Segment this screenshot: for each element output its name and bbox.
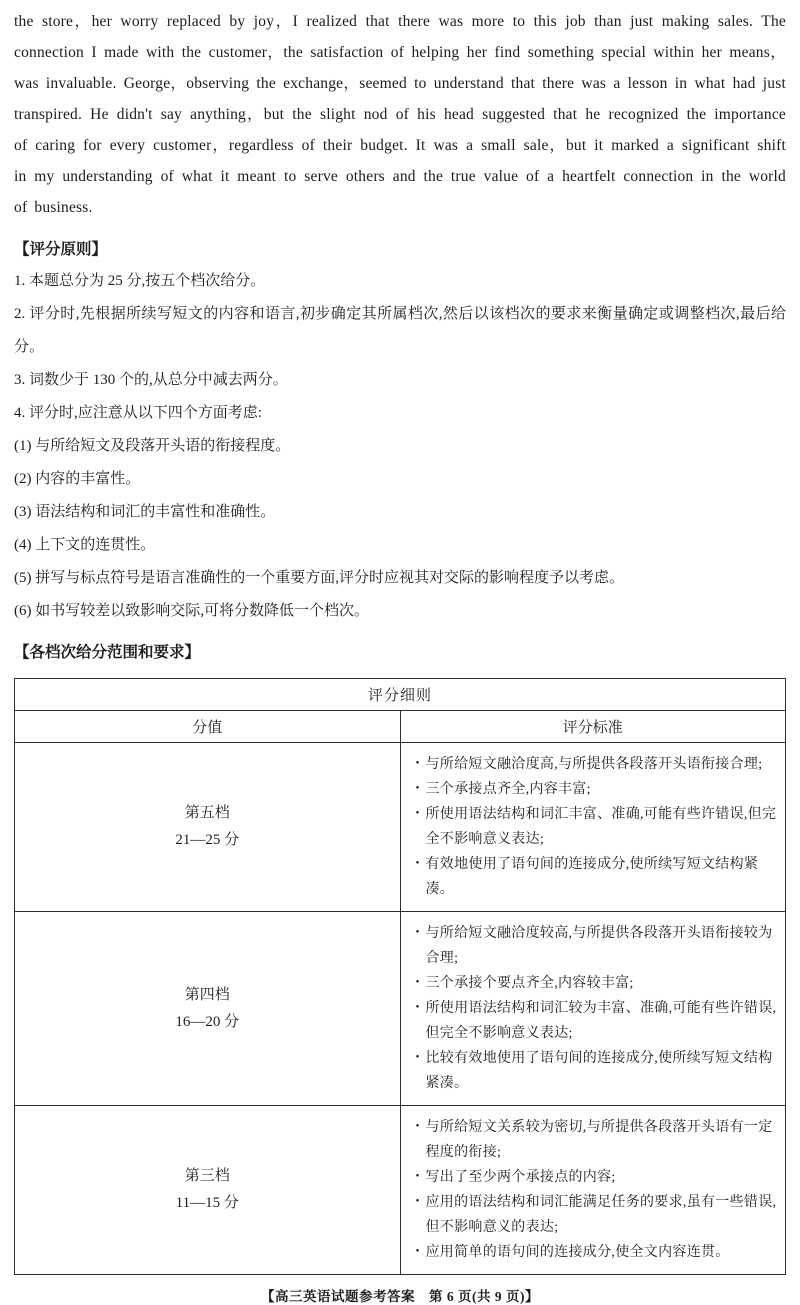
table-row-level-3: [15, 1106, 786, 1275]
principle-item: (1) 与所给短文及段落开头语的衔接程度。: [14, 438, 291, 454]
level-cell: [15, 743, 401, 912]
level-cell: [15, 1106, 401, 1275]
criteria-item: ・ 三个承接个要点齐全,内容较丰富;: [411, 971, 780, 996]
table-title: 评分细则: [15, 679, 786, 711]
table-row-level-4: [15, 912, 786, 1106]
table-header-row: [15, 711, 786, 743]
level-name: 第五档: [184, 805, 230, 821]
criteria-item: ・ 比较有效地使用了语句间的连接成分,使所续写短文结构紧凑。: [411, 1046, 780, 1096]
scoring-principles-list: [14, 265, 786, 628]
criteria-item: ・ 与所给短文融洽度较高,与所提供各段落开头语衔接较为合理;: [411, 921, 780, 971]
criteria-item: ・ 三个承接点齐全,内容丰富;: [411, 777, 780, 802]
criteria-item: ・ 所使用语法结构和词汇较为丰富、准确,可能有些许错误,但完全不影响意义表达;: [411, 996, 780, 1046]
essay-paragraph: the store，her worry replaced by joy，I realized that there was more to this job than just making sales. The connection I made with the customer，the satisfaction of helping her find something special within her means，was invaluable. George，observing the exchange，seemed to understand that there was a lesson in what had just transpired. He didn't say anything，but the slight nod of his head suggested that he recognized the importance of caring for every customer，regardless of their budget. It was a small sale，but it marked a significant shift in my understanding of what it meant to serve others and the true value of a heartfelt connection in the world of business.: [14, 13, 786, 216]
criteria-cell: [400, 912, 786, 1106]
level-range: 21—25 分: [175, 832, 240, 848]
level-range: 11—15 分: [175, 1195, 239, 1211]
criteria-item: ・ 应用的语法结构和词汇能满足任务的要求,虽有一些错误,但不影响意义的表达;: [411, 1190, 780, 1240]
principle-item: (6) 如书写较差以致影响交际,可将分数降低一个档次。: [14, 603, 369, 619]
scoring-table: [14, 678, 786, 1275]
column-header-criteria: 评分标准: [400, 711, 786, 743]
level-range: 16—20 分: [175, 1013, 240, 1030]
criteria-cell: [400, 1106, 786, 1275]
criteria-item: ・ 写出了至少两个承接点的内容;: [411, 1165, 780, 1190]
principle-item: 2. 评分时,先根据所续写短文的内容和语言,初步确定其所属档次,然后以该档次的要求来衡量确定或调整档次,最后给分。: [14, 306, 786, 355]
principle-item: 1. 本题总分为 25 分,按五个档次给分。: [14, 273, 266, 289]
criteria-item: ・ 与所给短文融洽度高,与所提供各段落开头语衔接合理;: [411, 752, 780, 777]
principle-item: (4) 上下文的连贯性。: [14, 537, 156, 553]
principle-item: 4. 评分时,应注意从以下四个方面考虑:: [14, 405, 262, 421]
table-row-level-5: [15, 743, 786, 912]
section-heading-scoring-principles: 【评分原则】: [14, 241, 108, 258]
principle-item: (3) 语法结构和词汇的丰富性和准确性。: [14, 504, 276, 520]
level-name: 第四档: [184, 986, 230, 1003]
criteria-item: ・ 所使用语法结构和词汇丰富、准确,可能有些许错误,但完全不影响意义表达;: [411, 802, 780, 852]
section-heading-level-ranges: 【各档次给分范围和要求】: [14, 644, 201, 661]
column-header-score: 分值: [15, 711, 401, 743]
criteria-item: ・ 与所给短文关系较为密切,与所提供各段落开头语有一定程度的衔接;: [411, 1115, 780, 1165]
criteria-item: ・ 有效地使用了语句间的连接成分,使所续写短文结构紧凑。: [411, 852, 780, 902]
principle-item: (2) 内容的丰富性。: [14, 471, 141, 487]
level-name: 第三档: [184, 1168, 230, 1184]
page-footer: 【高三英语试题参考答案 第 6 页(共 9 页)】: [261, 1289, 539, 1304]
level-cell: [15, 912, 401, 1106]
criteria-cell: [400, 743, 786, 912]
principle-item: 3. 词数少于 130 个的,从总分中减去两分。: [14, 372, 288, 388]
criteria-item: ・ 应用简单的语句间的连接成分,使全文内容连贯。: [411, 1240, 780, 1265]
principle-item: (5) 拼写与标点符号是语言准确性的一个重要方面,评分时应视其对交际的影响程度予以考虑。: [14, 570, 624, 586]
table-title-row: [15, 679, 786, 711]
